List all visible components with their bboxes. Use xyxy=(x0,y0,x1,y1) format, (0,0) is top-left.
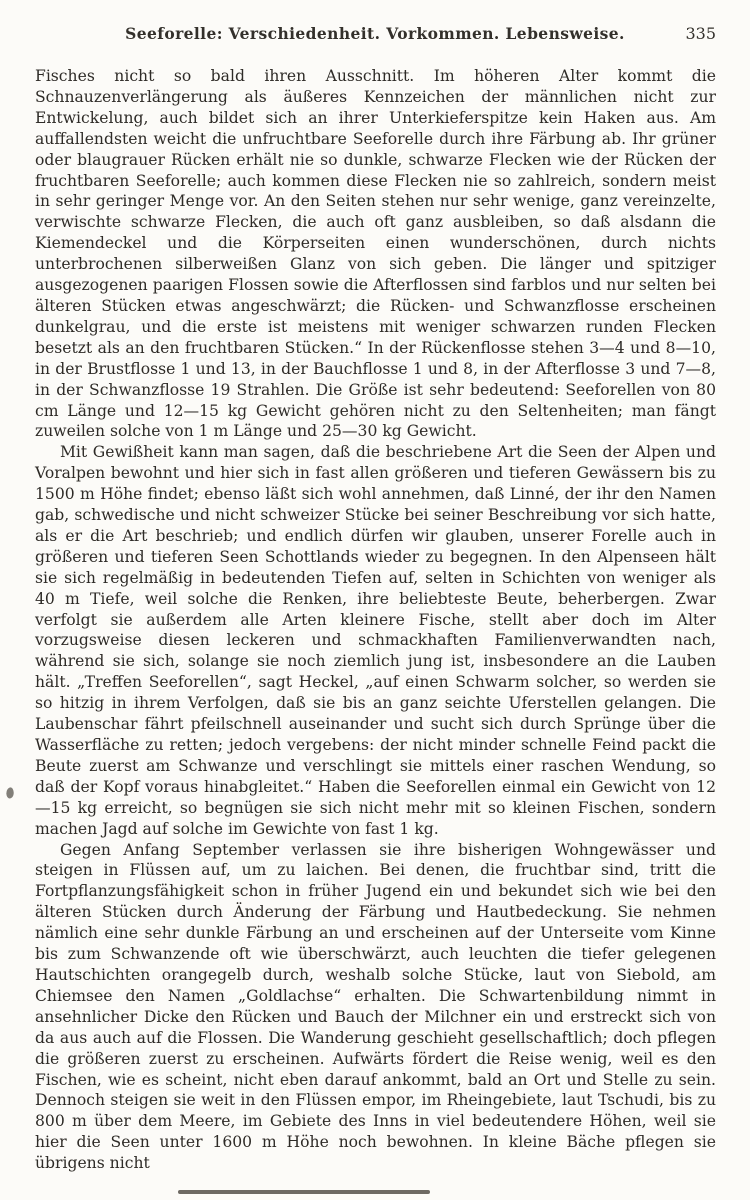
scan-edge-artifact xyxy=(178,1190,430,1194)
page-header xyxy=(0,24,750,48)
running-title: Seeforelle: Verschiedenheit. Vorkommen. Lebensweise. xyxy=(125,24,625,43)
paragraph: Gegen Anfang September verlassen sie ihre bisherigen Wohngewässer und steigen in Flüssen auf, um zu laichen. Bei denen, die fruchtbar sind, tritt die Fortpflanzungsfähigkeit schon in früher Jugend ein und bekundet sich wie bei den älteren Stücken durch Änderung der Färbung und Hautbedeckung. Sie nehmen nämlich eine sehr dunkle Färbung an und erscheinen auf der Unterseite vom Kinne bis zum Schwanzende oft wie überschwärzt, auch leuchten die tiefer gelegenen Hautschichten orangegelb durch, weshalb solche Stücke, laut von Siebold, am Chiemsee den Namen „Goldlachse“ erhalten. Die Schwartenbildung nimmt in ansehnlicher Dicke den Rücken und Bauch der Milchner ein und erstreckt sich von da aus auch auf die Flossen. Die Wanderung geschieht gesellschaftlich; doch pflegen die größeren zuerst zu erscheinen. Aufwärts fördert die Reise wenig, weil es den Fischen, wie es scheint, nicht eben darauf ankommt, bald an Ort und Stelle zu sein. Dennoch steigen sie weit in den Flüssen empor, im Rheingebiete, laut Tschudi, bis zu 800 m über dem Meere, im Gebiete des Inns in viel bedeutendere Höhen, weil sie hier die Seen unter 1600 m Höhe noch bewohnen. In kleine Bäche pflegen sie übrigens nicht xyxy=(35,840,716,1173)
page-number: 335 xyxy=(685,24,716,43)
paragraph: Fisches nicht so bald ihren Ausschnitt. Im höheren Alter kommt die Schnauzenverlängerung als äußeres Kennzeichen der männlichen nicht zur Entwickelung, auch bildet sich an ihrer Unterkieferspitze kein Haken aus. Am auffallendsten weicht die unfruchtbare Seeforelle durch ihre Färbung ab. Ihr grüner oder blaugrauer Rücken erhält nie so dunkle, schwarze Flecken wie der Rücken der fruchtbaren Seeforelle; auch kommen diese Flecken nie so zahlreich, sondern meist in sehr geringer Menge vor. An den Seiten stehen nur sehr wenige, ganz vereinzelte, verwischte schwarze Flecken, die auch oft ganz ausbleiben, so daß alsdann die Kiemendeckel und die Körperseiten einen wunderschönen, durch nichts unterbrochenen silberweißen Glanz von sich geben. Die länger und spitziger ausgezogenen paarigen Flossen sowie die Afterflossen sind farblos und nur selten bei älteren Stücken etwas angeschwärzt; die Rücken- und Schwanzflosse erscheinen dunkelgrau, und die erste ist meistens mit weniger schwarzen runden Flecken besetzt als an den fruchtbaren Stücken.“ In der Rückenflosse stehen 3—4 und 8—10, in der Brustflosse 1 und 13, in der Bauchflosse 1 und 8, in der Afterflosse 3 und 7—8, in der Schwanzflosse 19 Strahlen. Die Größe ist sehr bedeutend: Seeforellen von 80 cm Länge und 12—15 kg Gewicht gehören nicht zu den Seltenheiten; man fängt zuweilen solche von 1 m Länge und 25—30 kg Gewicht. xyxy=(35,67,716,441)
paragraph: Mit Gewißheit kann man sagen, daß die beschriebene Art die Seen der Alpen und Voralpen bewohnt und hier sich in fast allen größeren und tieferen Gewässern bis zu 1500 m Höhe findet; ebenso läßt sich wohl annehmen, daß Linné, der ihr den Namen gab, schwedische und nicht schweizer Stücke bei seiner Beschreibung vor sich hatte, als er die Art beschrieb; und endlich dürfen wir glauben, unserer Forelle auch in größeren und tieferen Seen Schottlands wieder zu begegnen. In den Alpenseen hält sie sich regelmäßig in bedeutenden Tiefen auf, selten in Schichten von weniger als 40 m Tiefe, weil solche die Renken, ihre beliebteste Beute, beherbergen. Zwar verfolgt sie außerdem alle Arten kleinere Fische, stellt aber doch im Alter vorzugsweise diesen leckeren und schmackhaften Familienverwandten nach, während sie sich, solange sie noch ziemlich jung ist, insbesondere an die Lauben hält. „Treffen Seeforellen“, sagt Heckel, „auf einen Schwarm solcher, so werden sie so hitzig in ihrem Verfolgen, daß sie bis an ganz seichte Uferstellen gelangen. Die Laubenschar fährt pfeilschnell auseinander und sucht sich durch Sprünge über die Wasserfläche zu retten; jedoch vergebens: der nicht minder schnelle Feind packt die Beute zuerst am Schwanze und verschlingt sie mittels einer raschen Wendung, so daß der Kopf voraus hinabgleitet.“ Haben die Seeforellen einmal ein Gewicht von 12—15 kg erreicht, so begnügen sie sich nicht mehr mit so kleinen Fischen, sondern machen Jagd auf solche im Gewichte von fast 1 kg. xyxy=(35,443,716,838)
text-block xyxy=(35,66,716,1174)
ink-speck-mark xyxy=(5,786,15,800)
